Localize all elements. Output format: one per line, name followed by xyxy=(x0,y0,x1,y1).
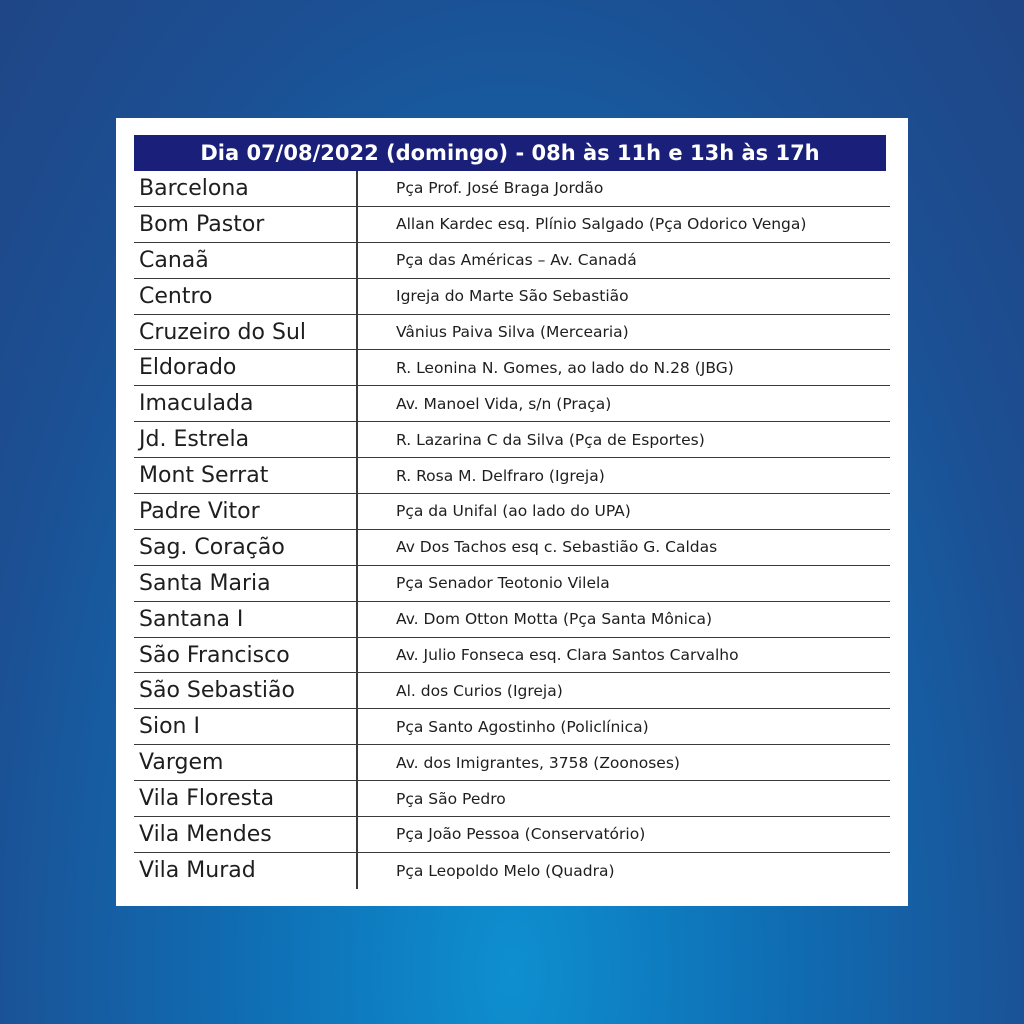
location-name: Pça São Pedro xyxy=(396,789,506,808)
table-row xyxy=(134,458,890,494)
district-name: Vila Murad xyxy=(139,858,256,884)
location-name: Vânius Paiva Silva (Mercearia) xyxy=(396,323,629,341)
district-name: Centro xyxy=(139,283,213,309)
table-row xyxy=(134,745,890,781)
location-name: Av. Julio Fonseca esq. Clara Santos Carvalho xyxy=(396,646,739,665)
district-name: Vila Floresta xyxy=(139,786,275,812)
table-row xyxy=(134,602,890,638)
table-row xyxy=(134,494,890,530)
column-divider xyxy=(356,171,358,889)
table-row xyxy=(134,709,890,745)
location-name: R. Leonina N. Gomes, ao lado do N.28 (JBG) xyxy=(396,358,734,377)
district-name: Vila Mendes xyxy=(139,821,272,847)
location-name: Pça Senador Teotonio Vilela xyxy=(396,574,610,593)
table-row xyxy=(134,350,890,386)
schedule-header: Dia 07/08/2022 (domingo) - 08h às 11h e 13h às 17h xyxy=(134,135,886,171)
location-name: Av. dos Imigrantes, 3758 (Zoonoses) xyxy=(396,753,680,772)
table-row xyxy=(134,781,890,817)
district-name: Jd. Estrela xyxy=(139,427,250,453)
location-name: Pça Santo Agostinho (Policlínica) xyxy=(396,717,649,736)
district-name: Vargem xyxy=(139,750,224,776)
table-row xyxy=(134,817,890,853)
location-name: Pça Prof. José Braga Jordão xyxy=(396,179,604,198)
district-name: Cruzeiro do Sul xyxy=(139,319,306,345)
location-name: Av. Dom Otton Motta (Pça Santa Mônica) xyxy=(396,610,713,629)
location-name: R. Lazarina C da Silva (Pça de Esportes) xyxy=(396,430,705,449)
table-row xyxy=(134,566,890,602)
district-name: Sag. Coração xyxy=(139,534,285,560)
table-row xyxy=(134,315,890,351)
location-name: Pça das Américas – Av. Canadá xyxy=(396,251,637,270)
district-name: Imaculada xyxy=(139,391,254,417)
location-name: Al. dos Curios (Igreja) xyxy=(396,681,563,700)
table-row xyxy=(134,386,890,422)
schedule-card xyxy=(116,118,908,906)
table-row xyxy=(134,279,890,315)
table-row xyxy=(134,853,890,889)
location-name: Pça da Unifal (ao lado do UPA) xyxy=(396,502,631,521)
district-name: Mont Serrat xyxy=(139,463,269,489)
district-name: Canaã xyxy=(139,247,209,273)
location-name: Pça Leopoldo Melo (Quadra) xyxy=(396,861,615,880)
location-name: Av. Manoel Vida, s/n (Praça) xyxy=(396,394,612,413)
location-name: Pça João Pessoa (Conservatório) xyxy=(396,825,646,844)
table-row xyxy=(134,243,890,279)
district-name: Bom Pastor xyxy=(139,211,265,237)
location-name: R. Rosa M. Delfraro (Igreja) xyxy=(396,466,605,485)
district-name: Sion I xyxy=(139,714,200,740)
district-name: São Francisco xyxy=(139,642,290,668)
location-name: Allan Kardec esq. Plínio Salgado (Pça Odorico Venga) xyxy=(396,215,807,234)
district-name: Padre Vitor xyxy=(139,498,260,524)
district-name: Santana I xyxy=(139,606,244,632)
schedule-table xyxy=(134,171,890,889)
district-name: Eldorado xyxy=(139,355,237,381)
table-row xyxy=(134,673,890,709)
table-row xyxy=(134,207,890,243)
location-name: Igreja do Marte São Sebastião xyxy=(396,287,629,306)
district-name: Barcelona xyxy=(139,175,249,201)
table-row xyxy=(134,638,890,674)
location-name: Av Dos Tachos esq c. Sebastião G. Caldas xyxy=(396,538,718,557)
district-name: São Sebastião xyxy=(139,678,295,704)
district-name: Santa Maria xyxy=(139,570,271,596)
table-row xyxy=(134,422,890,458)
table-row xyxy=(134,171,890,207)
table-row xyxy=(134,530,890,566)
